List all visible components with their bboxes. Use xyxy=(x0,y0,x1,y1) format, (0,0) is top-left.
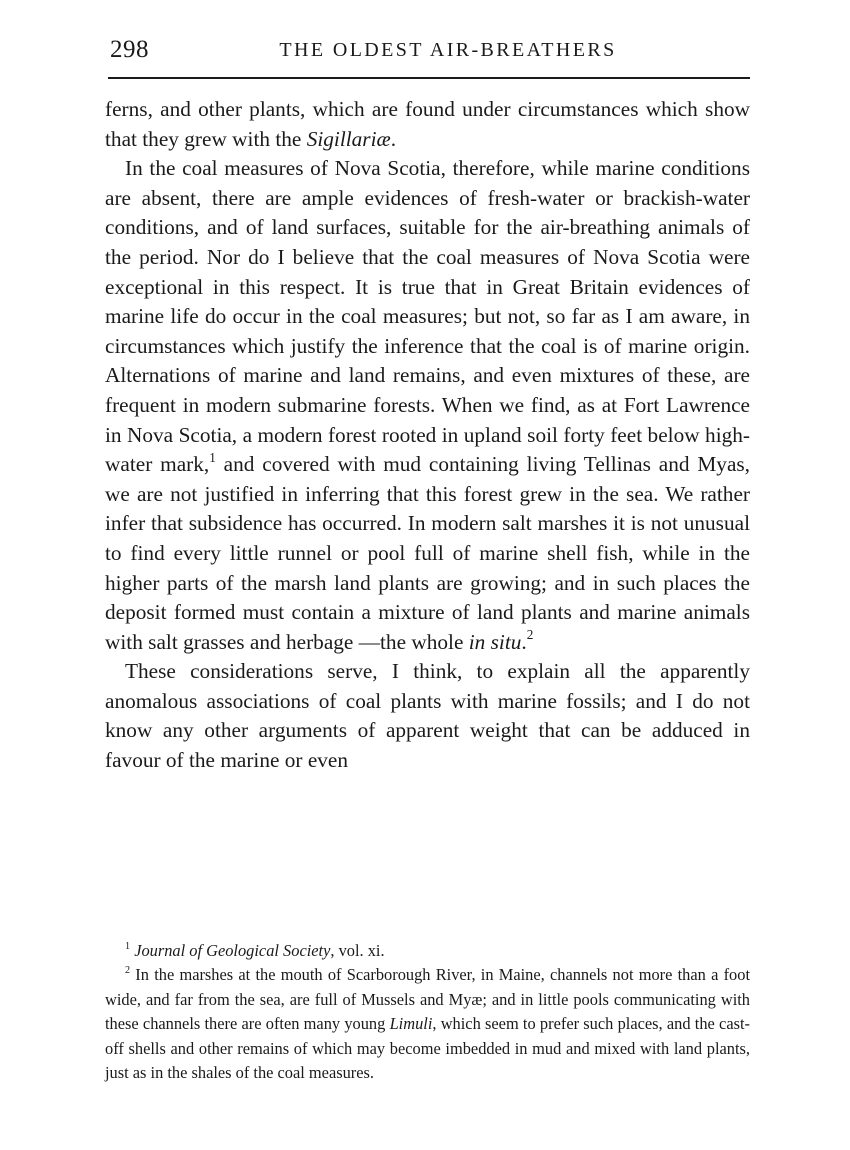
paragraph-2 xyxy=(105,154,750,657)
footnote-ref-2[interactable]: 2 xyxy=(526,627,534,643)
footnote-2-mark: 2 xyxy=(125,964,131,976)
footnote-1 xyxy=(105,939,750,963)
footnote-1-italic: Journal of Geological Society xyxy=(134,941,331,960)
paragraph-2-text-a: In the coal measures of Nova Scotia, therefore, while marine conditions are absent, there are ample evidences of fresh-water or brackish-water conditions, and of land surfaces, suitable for the air-breathing animals of the period. Nor do I believe that the coal measures of Nova Scotia were exceptional in this respect. It is true that in Great Britain evidences of marine life do occur in the coal measures; but not, so far as I am aware, in circumstances which justify the inference that the coal is of marine origin. Alternations of marine and land remains, and even mixtures of these, are frequent in modern submarine forests. When we find, as at Fort Lawrence in Nova Scotia, a modern forest rooted in upland soil forty feet below high-water mark, xyxy=(105,156,750,477)
footnote-2-text-b: , which seem to prefer such places, and the cast-off shells and other remains of which may become imbedded in mud and mixed with land plants, just as in the shales of the coal measures. xyxy=(105,1014,750,1083)
paragraph-2-italic: in situ xyxy=(468,629,522,654)
footnote-ref-1[interactable]: 1 xyxy=(209,449,216,465)
page-header xyxy=(108,36,748,70)
paragraph-1-end: . xyxy=(390,126,397,151)
footnote-1-text: , vol. xi. xyxy=(330,941,385,960)
paragraph-3-text: These considerations serve, I think, to explain all the apparently anomalous associations of coal plants with marine fossils; and I do not know any other arguments of apparent weight that can be adduced in favour of the marine or even xyxy=(105,659,750,773)
paragraph-2-text-c: . xyxy=(521,629,527,654)
header-rule xyxy=(108,77,750,79)
footnote-2-text-a: In the marshes at the mouth of Scarborough River, in Maine, channels not more than a foot wide, and far from the sea, are full of Mussels and Myæ; and in little pools communicating with these channels there are often many young xyxy=(105,965,750,1034)
page-number: 298 xyxy=(110,36,149,63)
footnote-2 xyxy=(105,963,750,1085)
paragraph-1 xyxy=(105,95,750,154)
paragraph-2-text-b: and covered with mud containing living Tellinas and Myas, we are not justified in inferring that this forest grew in the sea. We rather infer that subsidence has occurred. In modern salt marshes it is not unusual to find every little runnel or pool full of marine shell fish, while in the higher parts of the marsh land plants are growing; and in such places the deposit formed must contain a mixture of land plants and marine animals with salt grasses and herbage —the whole xyxy=(105,452,751,654)
footnotes xyxy=(105,939,750,1085)
paragraph-1-italic: Sigillariæ xyxy=(306,126,391,151)
running-head: THE OLDEST AIR-BREATHERS xyxy=(279,39,617,61)
paragraph-3 xyxy=(105,657,750,775)
paragraph-1-text: ferns, and other plants, which are found under circumstances which show that they grew with the xyxy=(105,97,750,151)
footnote-1-mark: 1 xyxy=(125,940,131,952)
footnote-2-italic: Limuli xyxy=(389,1014,433,1034)
body-text xyxy=(105,95,750,776)
